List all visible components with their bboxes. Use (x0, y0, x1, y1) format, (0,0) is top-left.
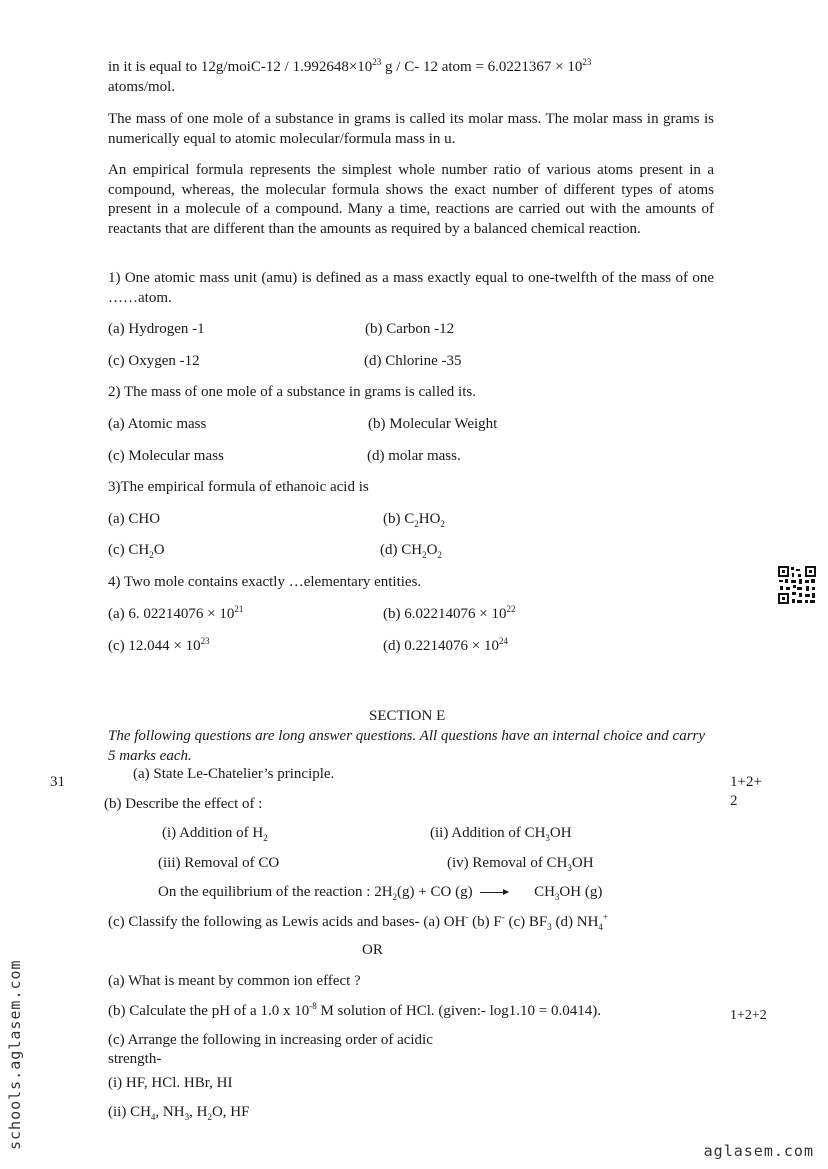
q2-option-a: (a) Atomic mass (108, 416, 207, 432)
q2-option-b: (b) Molecular Weight (368, 416, 498, 432)
marks-label-1-cont: 2 (730, 793, 738, 809)
q3-option-d: (d) $CH_2O_2$ (380, 542, 442, 560)
intro-paragraph-3: An empirical formula represents the simplest whole number ratio of various atoms present in a compound, whereas, the molecular formula shows the exact number of different types of atoms present in a molecule of a compound. Many a time, reactions are carried out with the amounts of reactants that are different than the amounts as required by a balanced chemical reaction. (108, 162, 714, 237)
intro-paragraph-2: The mass of one mole of a substance in grams is called its molar mass. The molar mass in grams is numerically equal to atomic molecular/formula mass in u. (108, 111, 714, 147)
q4-option-a: (a) 6. $02214076 \times 10^{21}$ (108, 604, 244, 622)
q4-option-c: (c) $12.044 \times 10^{23}$ (108, 636, 210, 654)
q3-option-b: (b) $C_2HO_2$ (383, 511, 445, 529)
q31-part-c: (c) Classify the following as Lewis acids and bases- (a) OH- (b) F- (c) $BF_3$ (d) $NH_4^+$ (108, 912, 608, 932)
reaction-arrow-icon (480, 892, 508, 893)
marks-label-1: 1+2+ (730, 774, 762, 790)
q31-alt-part-b: (b) Calculate the pH of a 1.0 x $10^{-8}$ M solution of HCl. (given:- log1.10 = 0.0414). (108, 1001, 601, 1019)
q31-part-a: (a) State Le-Chatelier’s principle. (133, 766, 335, 782)
question-3: 3)The empirical formula of ethanoic acid is (108, 479, 369, 495)
qr-code-icon (777, 565, 817, 605)
q4-option-b: (b) $6.02214076 \times 10^{22}$ (383, 604, 516, 622)
q31-alt-part-c: (c) Arrange the following in increasing order of acidic (108, 1032, 433, 1048)
q4-option-d: (d) $0.2214076 \times 10^{24}$ (383, 636, 508, 654)
question-2: 2) The mass of one mole of a substance in grams is called its. (108, 384, 476, 400)
q1-option-b: (b) Carbon -12 (365, 321, 455, 337)
intro-paragraph-1: in it is equal to 12g/moiC-12 / $1.992648\times 10^{23}$ g / C- 12 atom = $6.0221367 \times 10^{23}$ atoms/mol. (108, 57, 592, 95)
question-1: 1) One atomic mass unit (amu) is defined as a mass exactly equal to one-twelfth of the mass of one ……atom. (108, 270, 714, 306)
question-4: 4) Two mole contains exactly …elementary entities. (108, 574, 422, 590)
question-number: 31 (50, 774, 65, 790)
q31-alt-c-ii: (ii) $CH_4$, $NH_3$, $H_2O$, HF (108, 1104, 250, 1122)
q31-equilibrium-reaction: On the equilibrium of the reaction : $2H_2(g)$ + CO (g) $CH_3OH$ (g) (158, 884, 603, 902)
q31-alt-part-c-cont: strength- (108, 1051, 162, 1067)
q31-b-iv: (iv) Removal of $CH_3OH$ (447, 855, 594, 873)
q1-option-d: (d) Chlorine -35 (364, 353, 462, 369)
q3-option-c: (c) $CH_2O$ (108, 542, 165, 560)
or-divider: OR (362, 942, 383, 958)
q2-option-c: (c) Molecular mass (108, 448, 224, 464)
vertical-watermark: schools.aglasem.com (6, 959, 24, 1150)
q31-b-ii: (ii) Addition of $CH_3OH$ (430, 825, 572, 843)
q2-option-d: (d) molar mass. (367, 448, 461, 464)
q31-alt-c-i: (i) HF, HCl. HBr, HI (108, 1075, 233, 1091)
marks-label-2: 1+2+2 (730, 1008, 767, 1023)
section-heading: SECTION E (369, 708, 446, 724)
q31-b-i: (i) Addition of $H_2$ (162, 825, 268, 843)
q31-alt-part-a: (a) What is meant by common ion effect ? (108, 973, 361, 989)
q31-part-b: (b) Describe the effect of : (104, 796, 263, 812)
q1-option-c: (c) Oxygen -12 (108, 353, 200, 369)
q1-option-a: (a) Hydrogen -1 (108, 321, 205, 337)
q31-b-iii: (iii) Removal of CO (158, 855, 280, 871)
section-instructions: The following questions are long answer questions. All questions have an internal choice and carry 5 marks each. (108, 728, 706, 764)
footer-watermark: aglasem.com (703, 1142, 814, 1160)
q3-option-a: (a) CHO (108, 511, 161, 527)
